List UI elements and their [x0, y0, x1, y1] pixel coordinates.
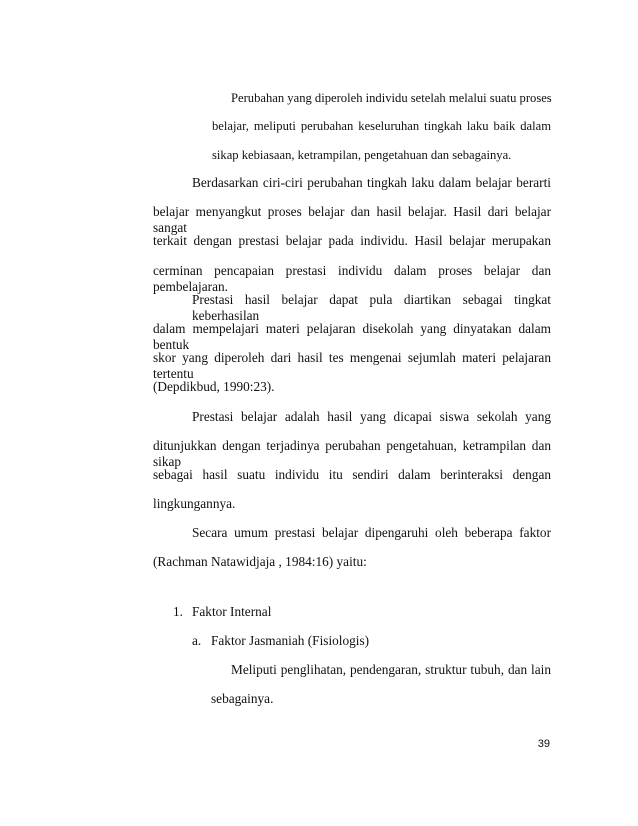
paragraph-1-line-3: terkait dengan prestasi belajar pada individu. Hasil belajar merupakan [153, 233, 551, 248]
paragraph-4-line-1: Secara umum prestasi belajar dipengaruhi oleh beberapa faktor [192, 525, 551, 540]
list-item-1-label: Faktor Internal [192, 604, 272, 619]
paragraph-2-line-3: skor yang diperoleh dari hasil tes mengenai sejumlah materi pelajaran tertentu [153, 350, 551, 381]
paragraph-1-line-4: cerminan pencapaian prestasi individu dalam proses belajar dan pembelajaran. [153, 263, 551, 294]
paragraph-3-line-1: Prestasi belajar adalah hasil yang dicapai siswa sekolah yang [192, 409, 551, 424]
quote-line-1: Perubahan yang diperoleh individu setelah melalui suatu proses [231, 91, 552, 105]
paragraph-4-line-2: (Rachman Natawidjaja , 1984:16) yaitu: [153, 554, 367, 569]
paragraph-3-line-3: sebagai hasil suatu individu itu sendiri dalam berinteraksi dengan [153, 467, 551, 482]
paragraph-2-line-4: (Depdikbud, 1990:23). [153, 379, 275, 394]
sub-item-a-letter: a. [192, 633, 202, 648]
list-item-1-number: 1. [173, 604, 183, 619]
paragraph-3-line-4: lingkungannya. [153, 496, 236, 511]
page-number: 39 [537, 738, 550, 750]
sub-item-a-text-line-1: Meliputi penglihatan, pendengaran, struktur tubuh, dan lain [231, 662, 551, 677]
paragraph-3-line-2: ditunjukkan dengan terjadinya perubahan pengetahuan, ketrampilan dan sikap [153, 438, 551, 469]
quote-line-3: sikap kebiasaan, ketrampilan, pengetahuan dan sebagainya. [212, 148, 512, 162]
sub-item-a-text-line-2: sebagainya. [211, 691, 274, 706]
quote-line-2: belajar, meliputi perubahan keseluruhan tingkah laku baik dalam [212, 119, 551, 133]
paragraph-2-line-1: Prestasi hasil belajar dapat pula diartikan sebagai tingkat keberhasilan [192, 292, 551, 323]
paragraph-1-line-1: Berdasarkan ciri-ciri perubahan tingkah laku dalam belajar berarti [192, 175, 551, 190]
sub-item-a-label: Faktor Jasmaniah (Fisiologis) [211, 633, 370, 648]
paragraph-1-line-2: belajar menyangkut proses belajar dan hasil belajar. Hasil dari belajar sangat [153, 204, 551, 235]
paragraph-2-line-2: dalam mempelajari materi pelajaran disekolah yang dinyatakan dalam bentuk [153, 321, 551, 352]
